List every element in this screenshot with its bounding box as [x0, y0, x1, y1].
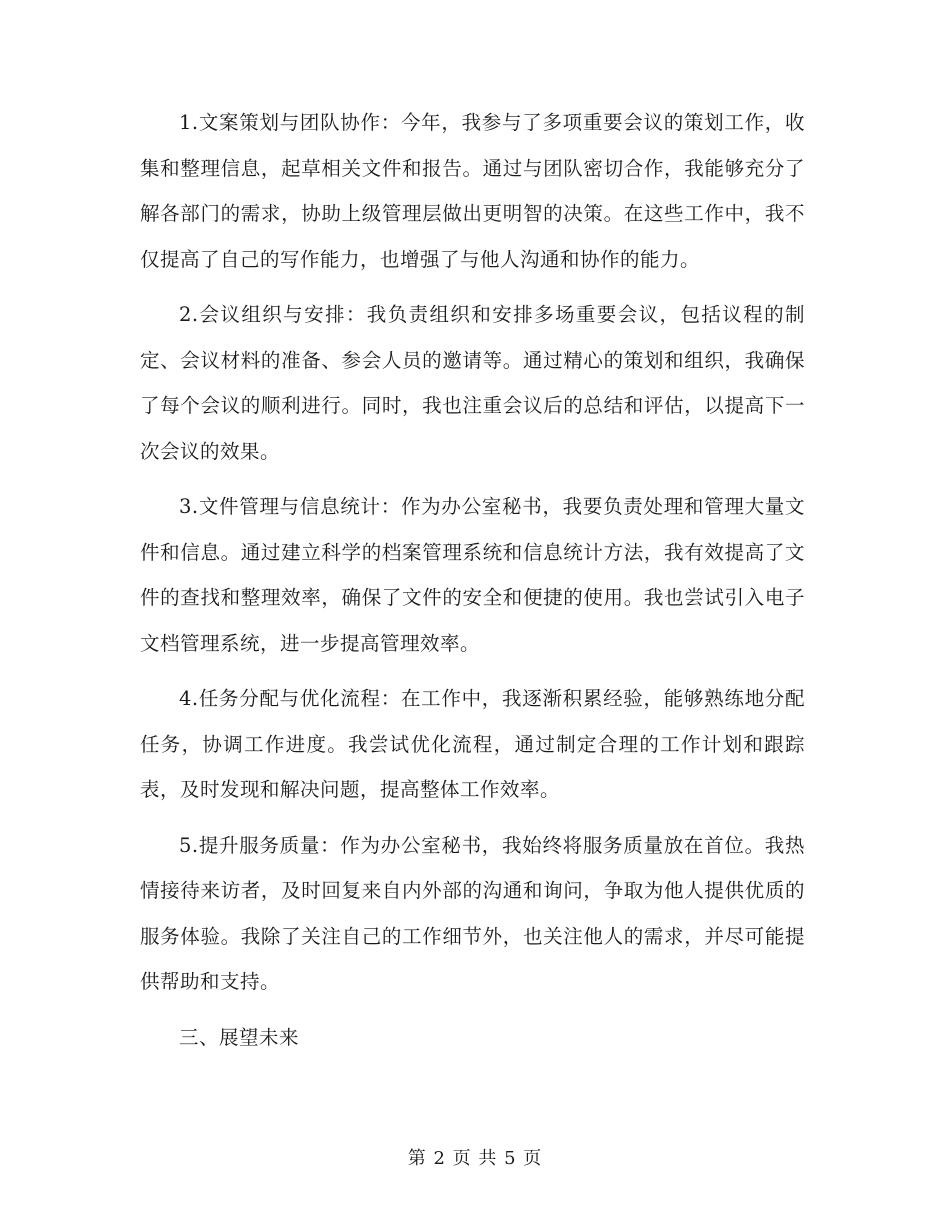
- paragraph-service-quality: 5.提升服务质量：作为办公室秘书，我始终将服务质量放在首位。我热情接待来访者，及时回复来自内外部的沟通和询问，争取为他人提供优质的服务体验。我除了关注自己的工作细节外，也关注他人的需求，并尽可能提供帮助和支持。: [140, 833, 805, 993]
- paragraph-task-allocation: 4.任务分配与优化流程：在工作中，我逐渐积累经验，能够熟练地分配任务，协调工作进度。我尝试优化流程，通过制定合理的工作计划和跟踪表，及时发现和解决问题，提高整体工作效率。: [140, 687, 805, 801]
- paragraph-meeting-organization: 2.会议组织与安排：我负责组织和安排多场重要会议，包括议程的制定、会议材料的准备、参会人员的邀请等。通过精心的策划和组织，我确保了每个会议的顺利进行。同时，我也注重会议后的总结和评估，以提高下一次会议的效果。: [140, 303, 805, 463]
- paragraph-copywriting-teamwork: 1.文案策划与团队协作：今年，我参与了多项重要会议的策划工作，收集和整理信息，起草相关文件和报告。通过与团队密切合作，我能够充分了解各部门的需求，协助上级管理层做出更明智的决策。在这些工作中，我不仅提高了自己的写作能力，也增强了与他人沟通和协作的能力。: [140, 111, 805, 271]
- section-heading-outlook: 三、展望未来: [179, 1025, 300, 1049]
- paragraph-document-management: 3.文件管理与信息统计：作为办公室秘书，我要负责处理和管理大量文件和信息。通过建立科学的档案管理系统和信息统计方法，我有效提高了文件的查找和整理效率，确保了文件的安全和便捷的使用。我也尝试引入电子文档管理系统，进一步提高管理效率。: [140, 495, 805, 655]
- document-body: [140, 100, 805, 1060]
- page-footer: 第 2 页 共 5 页: [407, 1148, 543, 1169]
